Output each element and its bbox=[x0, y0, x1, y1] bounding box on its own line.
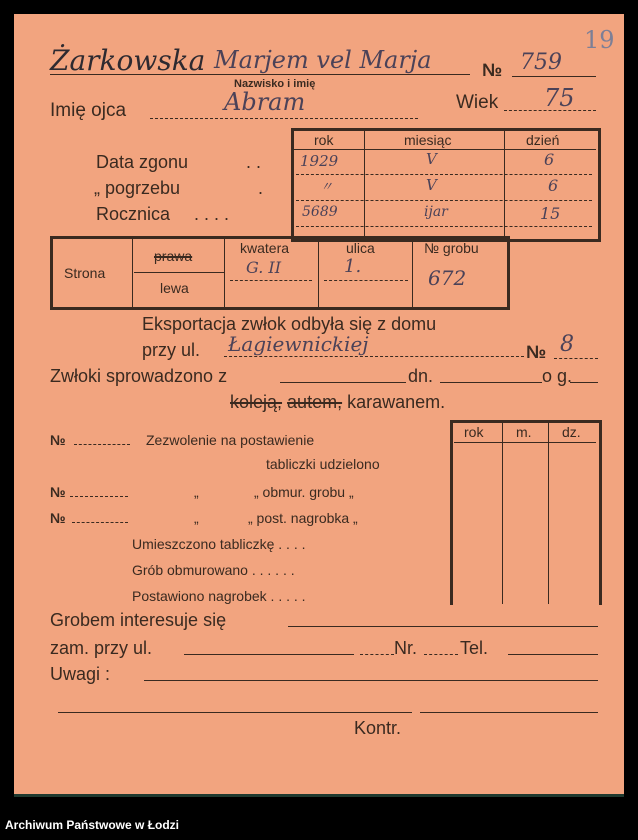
col-dz: dz. bbox=[562, 424, 581, 440]
divider bbox=[360, 654, 394, 655]
tel-line bbox=[508, 654, 598, 655]
father-line bbox=[150, 118, 418, 119]
brought-line bbox=[280, 382, 406, 383]
col-miesiac: miesiąc bbox=[404, 132, 452, 148]
transport-options bbox=[230, 392, 445, 413]
house-label: № bbox=[526, 342, 547, 362]
permit-item: Zezwolenie na postawienie bbox=[146, 432, 315, 448]
permit-item: Postawiono nagrobek . . . . . bbox=[132, 588, 306, 604]
divider bbox=[412, 239, 413, 307]
given-name: Marjem vel Marja bbox=[214, 46, 432, 74]
grobu-label: № grobu bbox=[424, 240, 479, 256]
burial-month: V bbox=[426, 176, 437, 194]
street-line bbox=[224, 356, 524, 357]
record-number: 759 bbox=[520, 50, 562, 75]
kwatera-value: G. II bbox=[246, 258, 282, 277]
divider bbox=[548, 422, 549, 604]
divider bbox=[364, 130, 365, 238]
divider bbox=[132, 239, 133, 307]
permit-no-label: № bbox=[50, 510, 66, 526]
brought-label: Zwłoki sprowadzono z bbox=[50, 366, 228, 386]
permits-table bbox=[450, 420, 602, 605]
house-value: 8 bbox=[560, 332, 574, 357]
control-label: Kontr. bbox=[354, 718, 402, 738]
og-label: o g. bbox=[542, 366, 573, 386]
permit-no-label: № bbox=[50, 432, 66, 448]
burial-date-label: „ pogrzebu bbox=[94, 178, 181, 198]
pencil-number: 19 bbox=[584, 26, 615, 54]
dn-line bbox=[440, 382, 542, 383]
export-line: Eksportacja zwłok odbyła się z domu bbox=[142, 314, 437, 334]
permit-item: Umieszczono tabliczkę . . . . bbox=[132, 536, 306, 552]
death-day: 6 bbox=[544, 150, 555, 169]
remarks-line-3 bbox=[420, 712, 598, 713]
anniversary-label: Rocznica bbox=[96, 204, 171, 224]
divider bbox=[502, 422, 503, 604]
grobu-value: 672 bbox=[428, 266, 467, 290]
permit-no-line bbox=[74, 444, 130, 445]
death-year: 1929 bbox=[300, 152, 339, 170]
transport-karawan: karawanem. bbox=[347, 392, 446, 412]
col-rok: rok bbox=[314, 132, 334, 148]
permit-no-line bbox=[72, 522, 128, 523]
anniversary-year: 5689 bbox=[302, 204, 338, 220]
transport-kolej: koleją, bbox=[230, 392, 283, 412]
anniversary-month: ijar bbox=[424, 204, 448, 220]
street-value: Łagiewnickiej bbox=[228, 332, 369, 356]
strona-label: Strona bbox=[64, 265, 106, 281]
age-label: Wiek bbox=[456, 92, 499, 113]
ditto-mark: „ bbox=[194, 510, 199, 526]
transport-auto: autem, bbox=[287, 392, 343, 412]
kwatera-label: kwatera bbox=[240, 240, 290, 256]
permit-item: tabliczki udzielono bbox=[266, 456, 380, 472]
street-label: przy ul. bbox=[142, 340, 201, 360]
divider bbox=[296, 200, 592, 201]
permit-item: Grób obmurowano . . . . . . bbox=[132, 562, 295, 578]
archive-caption: Archiwum Państwowe w Łodzi bbox=[5, 818, 180, 832]
permit-item: „ obmur. grobu „ bbox=[254, 484, 354, 500]
col-dzien: dzień bbox=[526, 132, 560, 148]
ditto-mark: „ bbox=[194, 484, 199, 500]
divider bbox=[318, 239, 319, 307]
leader-dots: . bbox=[258, 178, 264, 198]
dn-label: dn. bbox=[408, 366, 434, 386]
ulica-label: ulica bbox=[346, 240, 375, 256]
prawa-label: prawa bbox=[154, 248, 193, 264]
divider bbox=[296, 174, 592, 175]
father-name: Abram bbox=[224, 88, 306, 116]
burial-day: 6 bbox=[548, 176, 559, 195]
death-date-label: Data zgonu bbox=[96, 152, 189, 172]
burial-record-card bbox=[14, 14, 624, 797]
father-label: Imię ojca bbox=[50, 100, 127, 121]
permit-item: „ post. nagrobka „ bbox=[248, 510, 358, 526]
col-m: m. bbox=[516, 424, 532, 440]
interest-line bbox=[288, 626, 598, 627]
remarks-line bbox=[144, 680, 598, 681]
anniversary-day: 15 bbox=[540, 204, 561, 223]
leader-dots: . . . . bbox=[194, 204, 230, 224]
divider bbox=[224, 239, 225, 307]
leader-dots: . . bbox=[246, 152, 262, 172]
number-label: № bbox=[482, 60, 503, 80]
tel-label: Tel. bbox=[460, 638, 489, 658]
nr-line bbox=[424, 654, 458, 655]
nr-label: Nr. bbox=[394, 638, 418, 658]
divider bbox=[504, 130, 505, 238]
death-month: V bbox=[426, 150, 437, 168]
age-value: 75 bbox=[544, 84, 575, 112]
divider bbox=[230, 280, 312, 281]
divider bbox=[296, 226, 592, 227]
surname: Żarkowska bbox=[50, 44, 206, 77]
number-line bbox=[512, 76, 596, 77]
ulica-value: 1. bbox=[344, 256, 362, 277]
name-label: Nazwisko i imię bbox=[234, 78, 316, 90]
divider bbox=[454, 442, 596, 443]
interest-label: Grobem interesuje się bbox=[50, 610, 227, 630]
permit-no-label: № bbox=[50, 484, 66, 500]
divider bbox=[134, 272, 224, 273]
address-line bbox=[184, 654, 354, 655]
house-line bbox=[554, 358, 598, 359]
remarks-label: Uwagi : bbox=[50, 664, 111, 684]
burial-year: 〃 bbox=[320, 180, 334, 195]
og-line bbox=[570, 382, 598, 383]
divider bbox=[324, 280, 408, 281]
address-label: zam. przy ul. bbox=[50, 638, 153, 658]
remarks-line-2 bbox=[58, 712, 412, 713]
col-rok: rok bbox=[464, 424, 484, 440]
lewa-label: lewa bbox=[160, 280, 189, 296]
permit-no-line bbox=[70, 496, 128, 497]
